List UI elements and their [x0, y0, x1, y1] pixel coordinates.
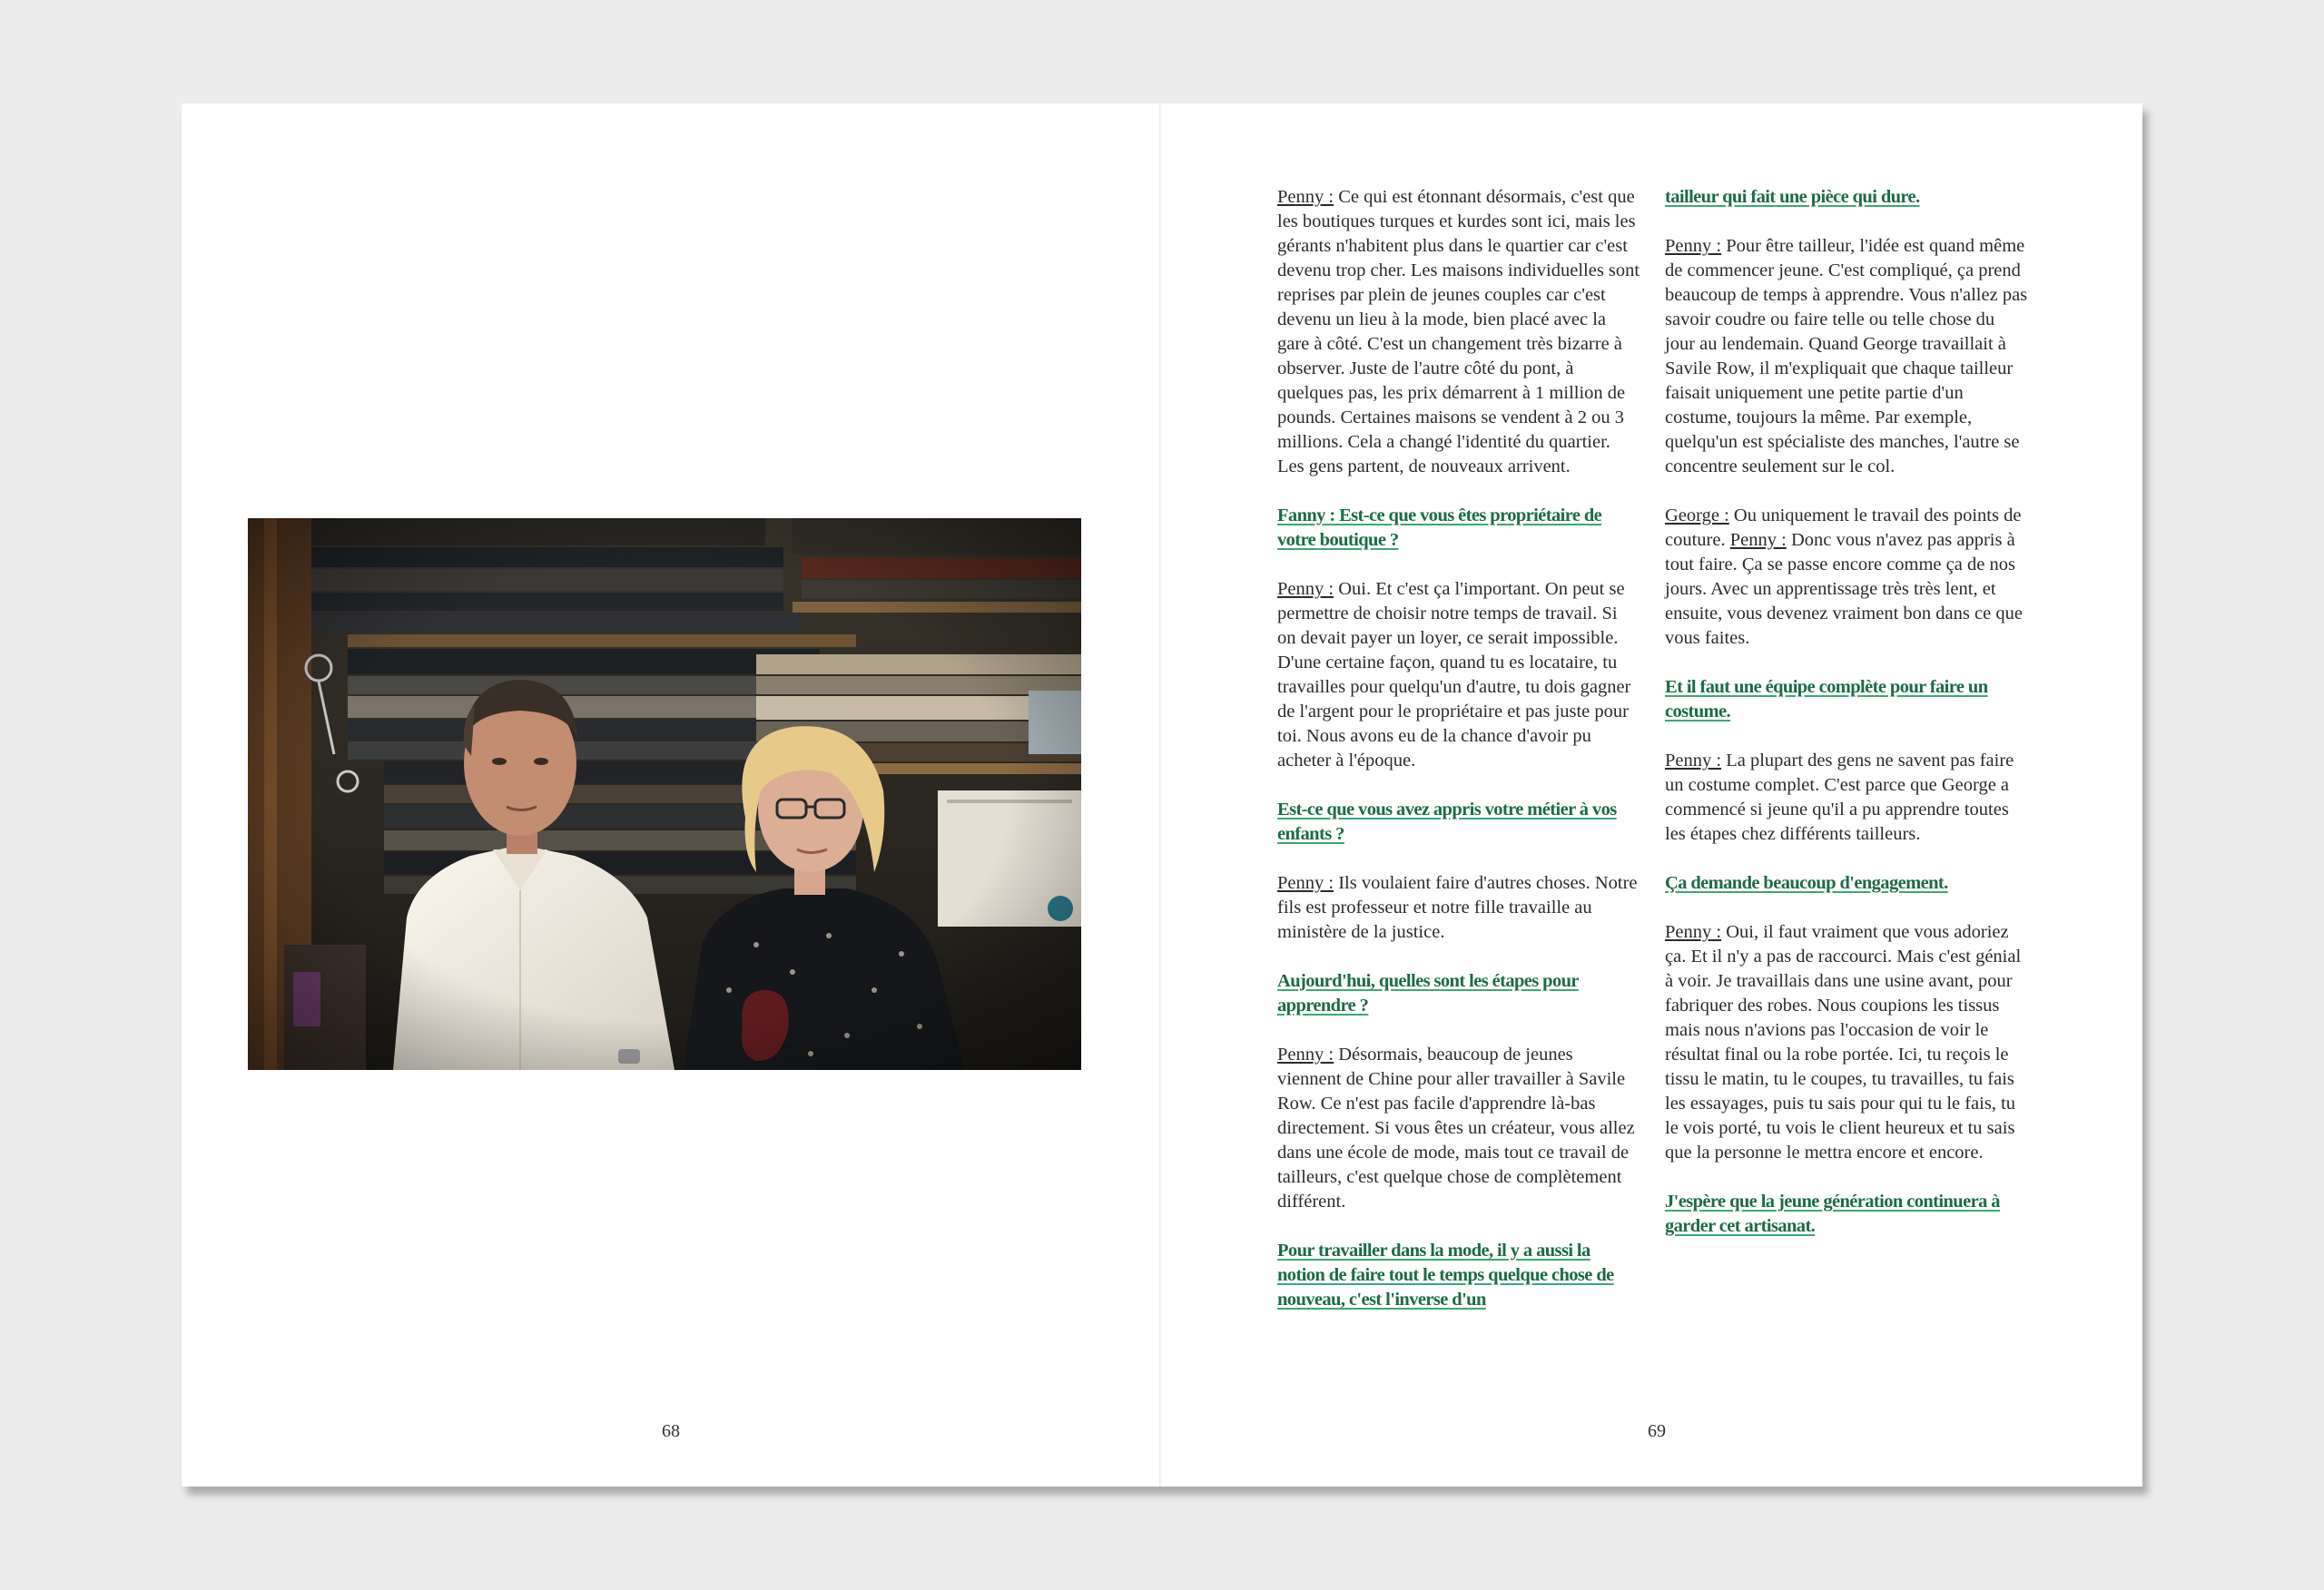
question-heading: J'espère que la jeune génération continuera à garder cet artisanat.: [1665, 1192, 2000, 1236]
answer-text: Pour être tailleur, l'idée est quand même de commencer jeune. C'est compliqué, ça prend beaucoup de temps à apprendre. Vous n'allez pas savoir coudre ou faire telle ou telle chose du jour au lendemain. Quand George travaillait à Savile Row, il m'expliquait que chaque tailleur faisait uniquement une petite partie d'un costume, toujours la même. Par exemple, quelqu'un est spécialiste des manches, l'autre se concentre seulement sur le col.: [1665, 236, 2028, 476]
answer-text: Oui, il faut vraiment que vous adoriez ça. Et il n'y a pas de raccourci. Mais c'est génial à voir. Je travaillais dans une usine avant, pour fabriquer des robes. Nous coupions les tissus mais nous n'avions pas l'occasion de voir le résultat final ou la robe portée. Ici, tu reçois le tissu le matin, tu le coupes, tu travailles, tu fais les essayages, puis tu sais pour qui tu le fais, tu le vois porté, tu vois le client heureux et tu sais que la personne le mettra encore et encore.: [1665, 922, 2022, 1163]
answer-text: La plupart des gens ne savent pas faire un costume complet. C'est parce que George a commencé si jeune qu'il a pu apprendre toutes les étapes chez différents tailleurs.: [1665, 751, 2014, 844]
question-heading: Aujourd'hui, quelles sont les étapes pour apprendre ?: [1277, 971, 1579, 1016]
question-heading: Et il faut une équipe complète pour faire un costume.: [1665, 677, 1988, 721]
answer-paragraph: [1277, 871, 1640, 945]
speaker-label: Penny :: [1277, 187, 1334, 207]
question-heading: Fanny : Est-ce que vous êtes propriétaire de votre boutique ?: [1277, 505, 1602, 550]
text-column-1: [1277, 185, 1640, 1312]
speaker-label: Penny :: [1665, 751, 1722, 770]
speaker-label: Penny :: [1277, 579, 1334, 599]
book-gutter: [1159, 103, 1162, 1487]
answer-text: Ils voulaient faire d'autres choses. Notre fils est professeur et notre fille travaille au ministère de la justice.: [1277, 873, 1638, 942]
speaker-label: George :: [1665, 505, 1729, 525]
page-number-left: 68: [662, 1421, 680, 1441]
question-heading: Est-ce que vous avez appris votre métier à vos enfants ?: [1277, 800, 1617, 844]
speaker-label: Penny :: [1277, 873, 1334, 893]
book-spread: [182, 103, 2142, 1487]
answer-paragraph: [1277, 577, 1640, 773]
question-heading: Ça demande beaucoup d'engagement.: [1665, 873, 1948, 893]
answer-paragraph: [1665, 234, 2028, 479]
answer-text: Ou uniquement le travail des points de couture.: [1665, 505, 2022, 550]
photo-illustration: [248, 518, 1081, 1070]
answer-paragraph: [1665, 504, 2028, 651]
tailors-photo: [248, 518, 1081, 1070]
text-column-2: [1665, 185, 2028, 1263]
speaker-label: Penny :: [1665, 922, 1722, 942]
page-number-right: 69: [1648, 1421, 1666, 1441]
answer-text: Oui. Et c'est ça l'important. On peut se permettre de choisir notre temps de travail. Si on devait payer un loyer, ce serait impossible. D'une certaine façon, quand tu es locataire, tu travailles pour quelqu'un d'autre, tu dois gagner de l'argent pour le propriétaire et pas juste pour toi. Nous avons eu de la chance d'avoir pu acheter à l'époque.: [1277, 579, 1631, 770]
speaker-label: Penny :: [1665, 236, 1722, 256]
answer-text: Donc vous n'avez pas appris à tout faire. Ça se passe encore comme ça de nos jours. Avec un apprentissage très très lent, et ensuite, vous devenez vraiment bon dans ce que vous faites.: [1665, 530, 2023, 648]
answer-paragraph: [1277, 1043, 1640, 1214]
question-heading: Pour travailler dans la mode, il y a aussi la notion de faire tout le temps quelque chose de nouveau, c'est l'inverse d'un: [1277, 1241, 1614, 1310]
answer-text: Désormais, beaucoup de jeunes viennent de Chine pour aller travailler à Savile Row. Ce n'est pas facile d'apprendre là-bas directement. Si vous êtes un créateur, vous allez dans une école de mode, mais tout ce travail de tailleurs, c'est quelque chose de complètement différent.: [1277, 1045, 1635, 1212]
answer-paragraph: [1665, 920, 2028, 1165]
question-heading-continued: tailleur qui fait une pièce qui dure.: [1665, 187, 1920, 207]
answer-text: Ce qui est étonnant désormais, c'est que les boutiques turques et kurdes sont ici, mais les gérants n'habitent plus dans le quartier car c'est devenu trop cher. Les maisons individuelles sont reprises par plein de jeunes couples car c'est devenu un lieu à la mode, bien placé avec la gare à côté. C'est un changement très bizarre à observer. Juste de l'autre côté du pont, à quelques pas, les prix démarrent à 1 million de pounds. Certaines maisons se vendent à 2 ou 3 millions. Cela a changé l'identité du quartier. Les gens partent, de nouveaux arrivent.: [1277, 187, 1640, 476]
answer-paragraph: [1665, 749, 2028, 847]
speaker-label: Penny :: [1277, 1045, 1334, 1065]
speaker-label: Penny :: [1729, 530, 1787, 550]
answer-paragraph: [1277, 185, 1640, 479]
